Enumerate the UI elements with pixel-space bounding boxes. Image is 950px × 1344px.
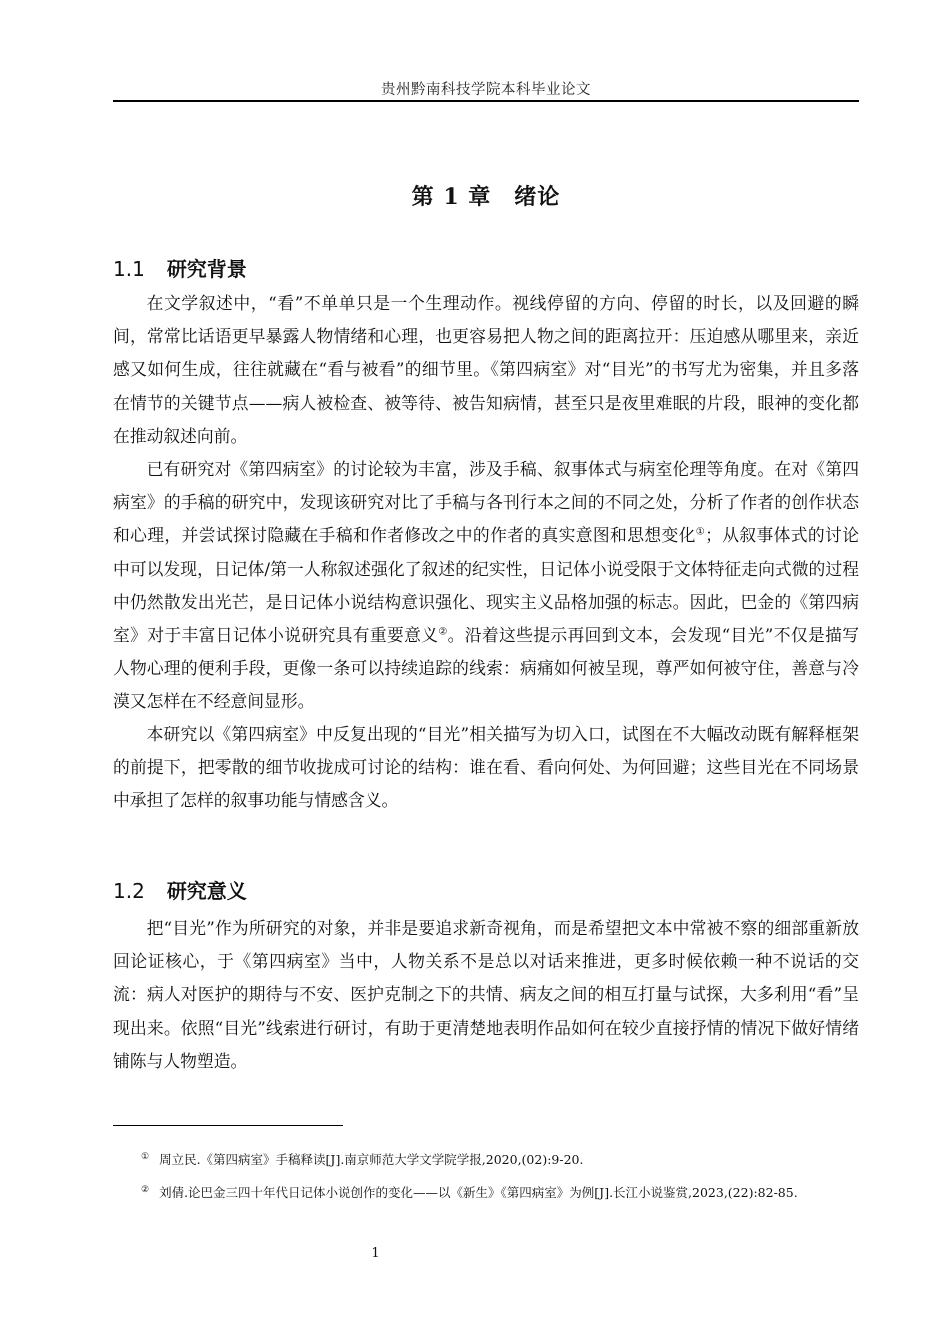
page-number: 1 [371, 1246, 380, 1261]
paragraph: 本研究以《第四病室》中反复出现的“目光”相关描写为切入口，试图在不大幅改动既有解释框架的前提下，把零散的细节收拢成可讨论的结构：谁在看、看向何处、为何回避；这些目光在不同场景中承担了怎样的叙事功能与情感含义。 [113, 724, 859, 811]
footnote-ref-2: ② [438, 626, 448, 638]
section-number: 1.2 [113, 879, 145, 903]
paragraph-text: 已有研究对《第四病室》的讨论较为丰富，涉及手稿、叙事体式与病室伦理等角度。在对《第四病室》的手稿的研究中，发现该研究对比了手稿与各刊行本之间的不同之处，分析了作者的创作状态和心理，并尝试探讨隐藏在手稿和作者修改之中的作者的真实意图和思想变化 [113, 459, 859, 546]
footnote-mark: ① [141, 1152, 150, 1162]
running-header: 贵州黔南科技学院本科毕业论文 [381, 82, 591, 98]
paragraph [113, 453, 859, 719]
footnote [113, 1141, 859, 1176]
paragraph: 在文学叙述中，“看”不单单只是一个生理动作。视线停留的方向、停留的时长，以及回避的瞬间，常常比话语更早暴露人物情绪和心理，也更容易把人物之间的距离拉开：压迫感从哪里来，亲近感又如何生成，往往就藏在“看与被看”的细节里。《第四病室》对“目光”的书写尤为密集，并且多落在情节的关键节点——病人被检查、被等待、被告知病情，甚至只是夜里难眠的片段，眼神的变化都在推动叙述向前。 [113, 293, 859, 446]
header-rule [113, 100, 859, 102]
footnote-ref-1: ① [695, 526, 706, 538]
section-title: 研究意义 [166, 879, 247, 903]
chapter-title: 第 1 章 绪论 [411, 184, 561, 210]
footnote-mark: ② [141, 1185, 150, 1195]
section-heading-1-1 [113, 253, 247, 282]
paragraph: 把“目光”作为所研究的对象，并非是要追求新奇视角，而是希望把文本中常被不察的细部重新放回论证核心，于《第四病室》当中，人物关系不是总以对话来推进，更多时候依赖一种不说话的交流：病人对医护的期待与不安、医护克制之下的共情、病友之间的相互打量与试探，大多利用“看”呈现出来。依照“目光”线索进行研讨，有助于更清楚地表明作品如何在较少直接抒情的情况下做好情绪铺陈与人物塑造。 [113, 918, 859, 1071]
section-heading-1-2 [113, 875, 247, 904]
paragraph-text: 。沿着这些提示再回到文本，会发现“目光”不仅是描写人物心理的便利手段，更像一条可以持续追踪的线索：病痛如何被呈现，尊严如何被守住，善意与冷漠又怎样在不经意间显形。 [113, 625, 859, 712]
paragraph-text: ；从叙事体式的讨论中可以发现，日记体/第一人称叙述强化了叙述的纪实性，日记体小说受限于文体特征走向式微的过程中仍然散发出光芒，是日记体小说结构意识强化、现实主义品格加强的标志。因此，巴金的《第四病室》对于丰富日记体小说研究具有重要意义 [113, 525, 859, 646]
footnote [113, 1174, 859, 1209]
footnote-rule [113, 1125, 343, 1126]
section-number: 1.1 [113, 257, 145, 281]
footnote-text: 刘倩.论巴金三四十年代日记体小说创作的变化——以《新生》《第四病室》为例[J].长江小说鉴赏,2023,(22):82-85. [159, 1185, 798, 1201]
section-title: 研究背景 [166, 257, 247, 281]
footnote-text: 周立民.《第四病室》手稿释读[J].南京师范大学文学院学报,2020,(02):9-20. [159, 1152, 584, 1168]
